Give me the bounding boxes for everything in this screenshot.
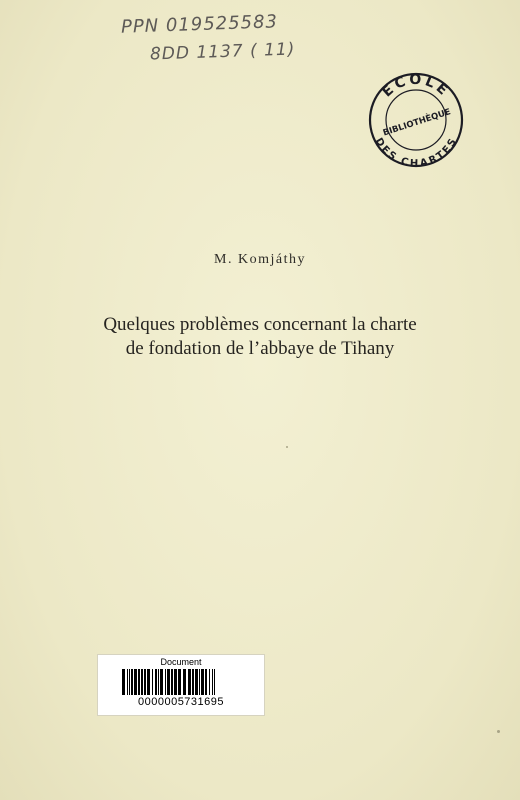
barcode-bar (167, 669, 170, 695)
paper-speck (497, 730, 500, 733)
barcode-bar (201, 669, 204, 695)
barcode-bar (122, 669, 125, 695)
barcode-bar (147, 669, 150, 695)
barcode-bar (174, 669, 177, 695)
paper-speck (286, 446, 288, 448)
barcode-bar (131, 669, 133, 695)
title-line-1: Quelques problèmes concernant la charte (103, 314, 417, 335)
barcode-label (97, 654, 265, 716)
barcode-bar (214, 669, 215, 695)
barcode-bar (155, 669, 157, 695)
barcode-bar (199, 669, 200, 695)
barcode-bar (195, 669, 198, 695)
barcode-bars (121, 669, 241, 695)
stamp-bottom-text: DES CHARTES (372, 136, 460, 170)
barcode-bar (212, 669, 213, 695)
stamp-middle-text: BIBLIOTHÈQUE (381, 107, 453, 139)
library-stamp (366, 70, 466, 170)
barcode-title: Document (160, 657, 202, 667)
stamp-top-text: ECOLE (379, 71, 453, 101)
barcode-bar (192, 669, 194, 695)
barcode-number: 0000005731695 (137, 696, 225, 708)
barcode-bar (188, 669, 191, 695)
barcode-bar (209, 669, 210, 695)
barcode-bar (205, 669, 207, 695)
handwritten-shelfmark: 8DD 1137 ( 11) (149, 39, 296, 65)
barcode-bar (144, 669, 146, 695)
barcode-bar (158, 669, 159, 695)
barcode-bar (129, 669, 130, 695)
handwritten-ppn: PPN 019525583 (120, 11, 279, 38)
barcode-bar (160, 669, 163, 695)
barcode-bar (183, 669, 186, 695)
barcode-bar (134, 669, 137, 695)
title-line-2: de fondation de l’abbaye de Tihany (125, 338, 395, 359)
barcode-bar (152, 669, 153, 695)
barcode-bar (178, 669, 181, 695)
barcode-bar (165, 669, 166, 695)
svg-text:ECOLE (379, 72, 453, 101)
svg-text:DES CHARTES (373, 136, 460, 169)
author-name: M. Komjáthy (214, 252, 306, 267)
barcode-bar (171, 669, 173, 695)
paper-title (0, 313, 520, 361)
barcode-bar (141, 669, 143, 695)
barcode-bar (138, 669, 140, 695)
barcode-bar (127, 669, 128, 695)
